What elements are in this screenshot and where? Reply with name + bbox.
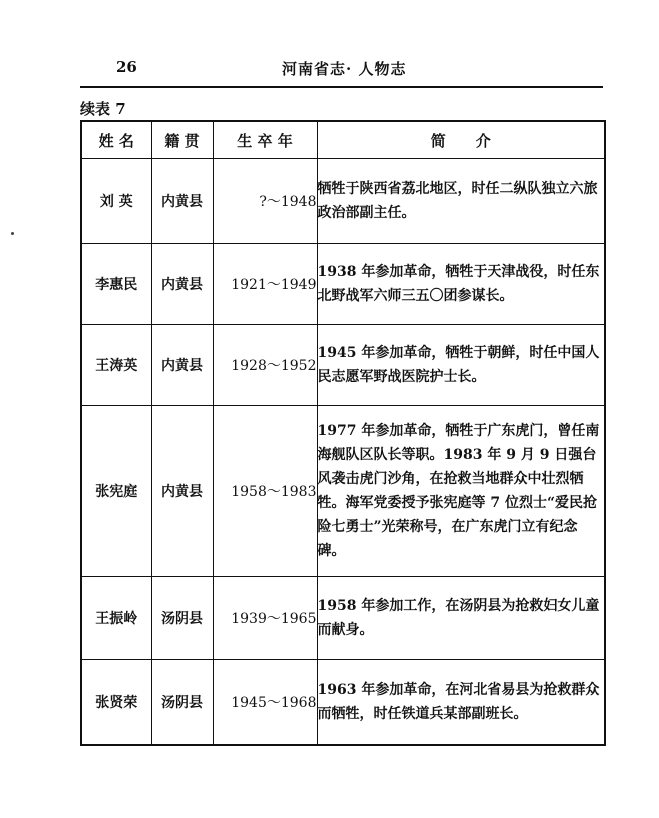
- cell-name: 刘 英: [81, 159, 151, 244]
- cell-origin: 内黄县: [151, 325, 213, 406]
- page-number: 26: [116, 58, 137, 76]
- cell-years: 1958～1983: [213, 406, 317, 577]
- column-header-bio: 简 介: [317, 121, 605, 159]
- cell-bio: 1963 年参加革命，在河北省易县为抢救群众而牺牲，时任铁道兵某部副班长。: [317, 660, 605, 746]
- table-row: [81, 577, 605, 660]
- table-label: 续表 7: [80, 100, 126, 118]
- cell-name: 王涛英: [81, 325, 151, 406]
- header-rule: [80, 86, 603, 88]
- column-header-years: 生 卒 年: [213, 121, 317, 159]
- cell-years: 1939～1965: [213, 577, 317, 660]
- cell-bio: 1938 年参加革命，牺牲于天津战役，时任东北野战军六师三五〇团参谋长。: [317, 244, 605, 325]
- column-header-name: 姓 名: [81, 121, 151, 159]
- cell-years: 1928～1952: [213, 325, 317, 406]
- cell-name: 王振岭: [81, 577, 151, 660]
- table-row: [81, 159, 605, 244]
- cell-years: 1945～1968: [213, 660, 317, 746]
- scan-speck: [11, 232, 14, 235]
- cell-name: 李惠民: [81, 244, 151, 325]
- table-header-row: [81, 121, 605, 159]
- martyr-table: [80, 120, 606, 746]
- page-header: [112, 56, 602, 86]
- cell-origin: 内黄县: [151, 159, 213, 244]
- table-row: [81, 660, 605, 746]
- running-title: 河南省志· 人物志: [282, 60, 407, 78]
- cell-bio: 1958 年参加工作，在汤阴县为抢救妇女儿童而献身。: [317, 577, 605, 660]
- cell-name: 张宪庭: [81, 406, 151, 577]
- cell-bio: 1945 年参加革命，牺牲于朝鲜，时任中国人民志愿军野战医院护士长。: [317, 325, 605, 406]
- cell-origin: 内黄县: [151, 244, 213, 325]
- table-row: [81, 406, 605, 577]
- cell-bio: 牺牲于陕西省荔北地区，时任二纵队独立六旅政治部副主任。: [317, 159, 605, 244]
- cell-origin: 汤阴县: [151, 577, 213, 660]
- cell-years: 1921～1949: [213, 244, 317, 325]
- cell-name: 张贤荣: [81, 660, 151, 746]
- column-header-origin: 籍 贯: [151, 121, 213, 159]
- cell-origin: 汤阴县: [151, 660, 213, 746]
- table-row: [81, 325, 605, 406]
- cell-origin: 内黄县: [151, 406, 213, 577]
- table-row: [81, 244, 605, 325]
- cell-bio: 1977 年参加革命，牺牲于广东虎门，曾任南海舰队区队长等职。1983 年 9 月 9 日强台风袭击虎门沙角，在抢救当地群众中壮烈牺牲。海军党委授予张宪庭等 7 位烈士“爱民抢险七勇士”光荣称号，在广东虎门立有纪念碑。: [317, 406, 605, 577]
- cell-years: ?～1948: [213, 159, 317, 244]
